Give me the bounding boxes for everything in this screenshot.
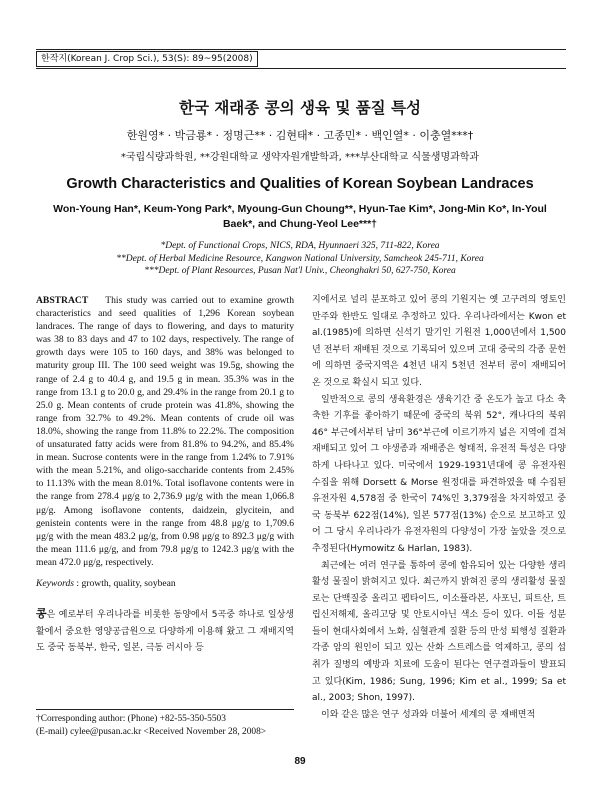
- english-title: Growth Characteristics and Qualities of Korean Soybean Landraces: [66, 176, 534, 192]
- left-column: [36, 294, 294, 657]
- body-paragraph: 최근에는 여러 연구를 통하여 콩에 함유되어 있는 다양한 생리활성 물질이 밝혀지고 있다. 최근까지 밝혀진 콩의 생리활성 물질로는 단백질중 올리고 펩타이드, 이소플라본, 사포닌, 피트산, 트립신저해제, 올리고당 및 안토시아닌 색소 등이 있다. 이들 성분들이 현대사회에서 노화, 심혈관계 질환 등의 만성 퇴행성 질환과 각종 암의 원인이 되고 있는 산화 스트레스를 억제하고, 콩의 섭취가 질병의 예방과 치료에 도움이 된다는 연구결과들이 발표되고 있다(Kim, 1986; Sung, 1996; Kim et al., 1999; Sa et al., 2003; Shon, 1997).: [312, 560, 566, 704]
- footnote-line: (E-mail) cylee@pusan.ac.kr <Received November 28, 2008>: [36, 727, 267, 737]
- journal-citation: 한작지(Korean J. Crop Sci.), 53(S): 89~95(2008): [36, 51, 258, 67]
- korean-title: 한국 재래종 콩의 생육 및 품질 특성: [178, 99, 421, 117]
- corresponding-author-footnote: [36, 709, 294, 739]
- body-paragraph: 지에서로 널리 분포하고 있어 콩의 기원지는 옛 고구려의 영토인 만주와 한반도 일대로 추정하고 있다. 우리나라에서는 Kwon et al.(1985)에 의하면 신석기 말기인 기원전 1,000년에서 1,500년 전부터 재배된 것으로 기록되어 있으며 고대 중국의 각종 문헌에 의하면 중국지역은 4천년 내지 5천년 전부터 콩이 재배되어 온 것으로 확실시 되고 있다.: [312, 295, 566, 388]
- korean-affiliations: *국립식량과학원, **강원대학교 생약자원개발학과, ***부산대학교 식물생명과학과: [120, 152, 480, 163]
- right-column: [312, 292, 566, 723]
- keywords-text: : growth, quality, soybean: [74, 577, 176, 589]
- affiliation-line: **Dept. of Herbal Medicine Resource, Kangwon National University, Samcheok 245-711, Korea: [116, 253, 484, 264]
- body-paragraph: 이와 같은 많은 연구 성과와 더불어 세계의 콩 재배면적: [321, 709, 536, 720]
- intro-paragraph: [36, 606, 294, 657]
- keywords: [36, 577, 294, 590]
- body-paragraph: 일반적으로 콩의 생육환경은 생육기간 중 온도가 높고 다소 축축한 기후를 좋아하기 때문에 중국의 북위 52°, 캐나다의 북위 46° 부근에서부터 남미 36°부근에 이르기까지 넓은 지역에 걸쳐 재배되고 있어 그 야생종과 재배종은 형태적, 유전적 특성은 다양하게 나타나고 있다. 미국에서 1929-1931년대에 콩 유전자원 수집을 위해 Dorsett & Morse 원정대를 파견하였을 때 수집된 유전자원 4,578점 중 한국이 74%인 3,379점을 차지하였고 중국 동북부 622점(14%), 일본 577점(13%) 순으로 보고하고 있어 그 당시 우리나라가 유전자원의 다양성이 가장 높았을 것으로 추정된다(Hymowitz & Harlan, 1983).: [312, 394, 566, 554]
- english-authors: Won-Young Han*, Keum-Yong Park*, Myoung-Gun Choung**, Hyun-Tae Kim*, Jong-Min Ko*, In-Youl Baek*, and Chung-Yeol Lee***†: [53, 203, 547, 230]
- affiliation-line: *Dept. of Functional Crops, NICS, RDA, Hyunnaeri 325, 711-822, Korea: [160, 241, 440, 251]
- page-number: 89: [294, 756, 306, 767]
- keywords-label: Keywords: [36, 577, 75, 589]
- abstract: [36, 294, 294, 569]
- intro-text: 은 예로부터 우리나라를 비롯한 동양에서 5곡중 하나로 일상생활에서 중요한 영양공급원으로 다양하게 이용해 왔고 그 재배지역도 중국 동북부, 한국, 일본, 극동 러시아 등: [36, 610, 294, 654]
- korean-authors: 한원영* · 박금룡* · 정명근** · 김현태* · 고종민* · 백인열* · 이충열***†: [126, 129, 474, 142]
- drop-cap: 콩: [36, 607, 47, 621]
- journal-header: [36, 49, 566, 69]
- affiliation-line: ***Dept. of Plant Resources, Pusan Nat'l Univ., Cheonghakri 50, 627-750, Korea: [144, 266, 456, 276]
- english-affiliations: [40, 240, 560, 278]
- footnote-line: †Corresponding author: (Phone) +82-55-350-5503: [36, 714, 226, 724]
- abstract-text: This study was carried out to examine growth characteristics and seed qualities of 1,296 Korean soybean landraces. The range of days to flowering, and days to maturity was 38 to 83 days and 47 to 102 days, respectively. The range of growth days were 105 to 160 days, and 38% was belonged to maturity group III. The 100 seed weight was 19.5g, showing the range of 2.4 g to 40.4 g, and 19.5 g in mean. 35.3% was in the range from 13.1 g to 20.0 g, and 29.4% in the range from 20.1 g to 25.0 g. Mean contents of crude protein was 41.8%, showing the range from 32.7% to 49.2%. Mean contents of crude oil was 18.0%, showing the range from 11.8% to 22.2%. The composition of unsaturated fatty acids were from 81.8% to 94.2%, and 85.4% in mean. Sucrose contents were in the range from 1.24% to 7.91% with the mean 5.21%, and oligo-saccharide contents from 2.45% to 11.13% with the mean 8.01%. Total isoflavone contents were in the range from 278.4 μg/g to 2,736.9 μg/g with the mean 1,066.8 μg/g. Among isoflavone contents, daidzein, glycitein, and genistein contents were in the range from 48.8 μg/g to 1,709.6 μg/g with the mean 483.2 μg/g, from 0.98 μg/g to 892.3 μg/g with the mean 111.6 μg/g, and from 79.8 μg/g to 1242.3 μg/g with the mean 472.0 μg/g, respectively.: [36, 295, 295, 568]
- abstract-label: ABSTRACT: [36, 295, 89, 306]
